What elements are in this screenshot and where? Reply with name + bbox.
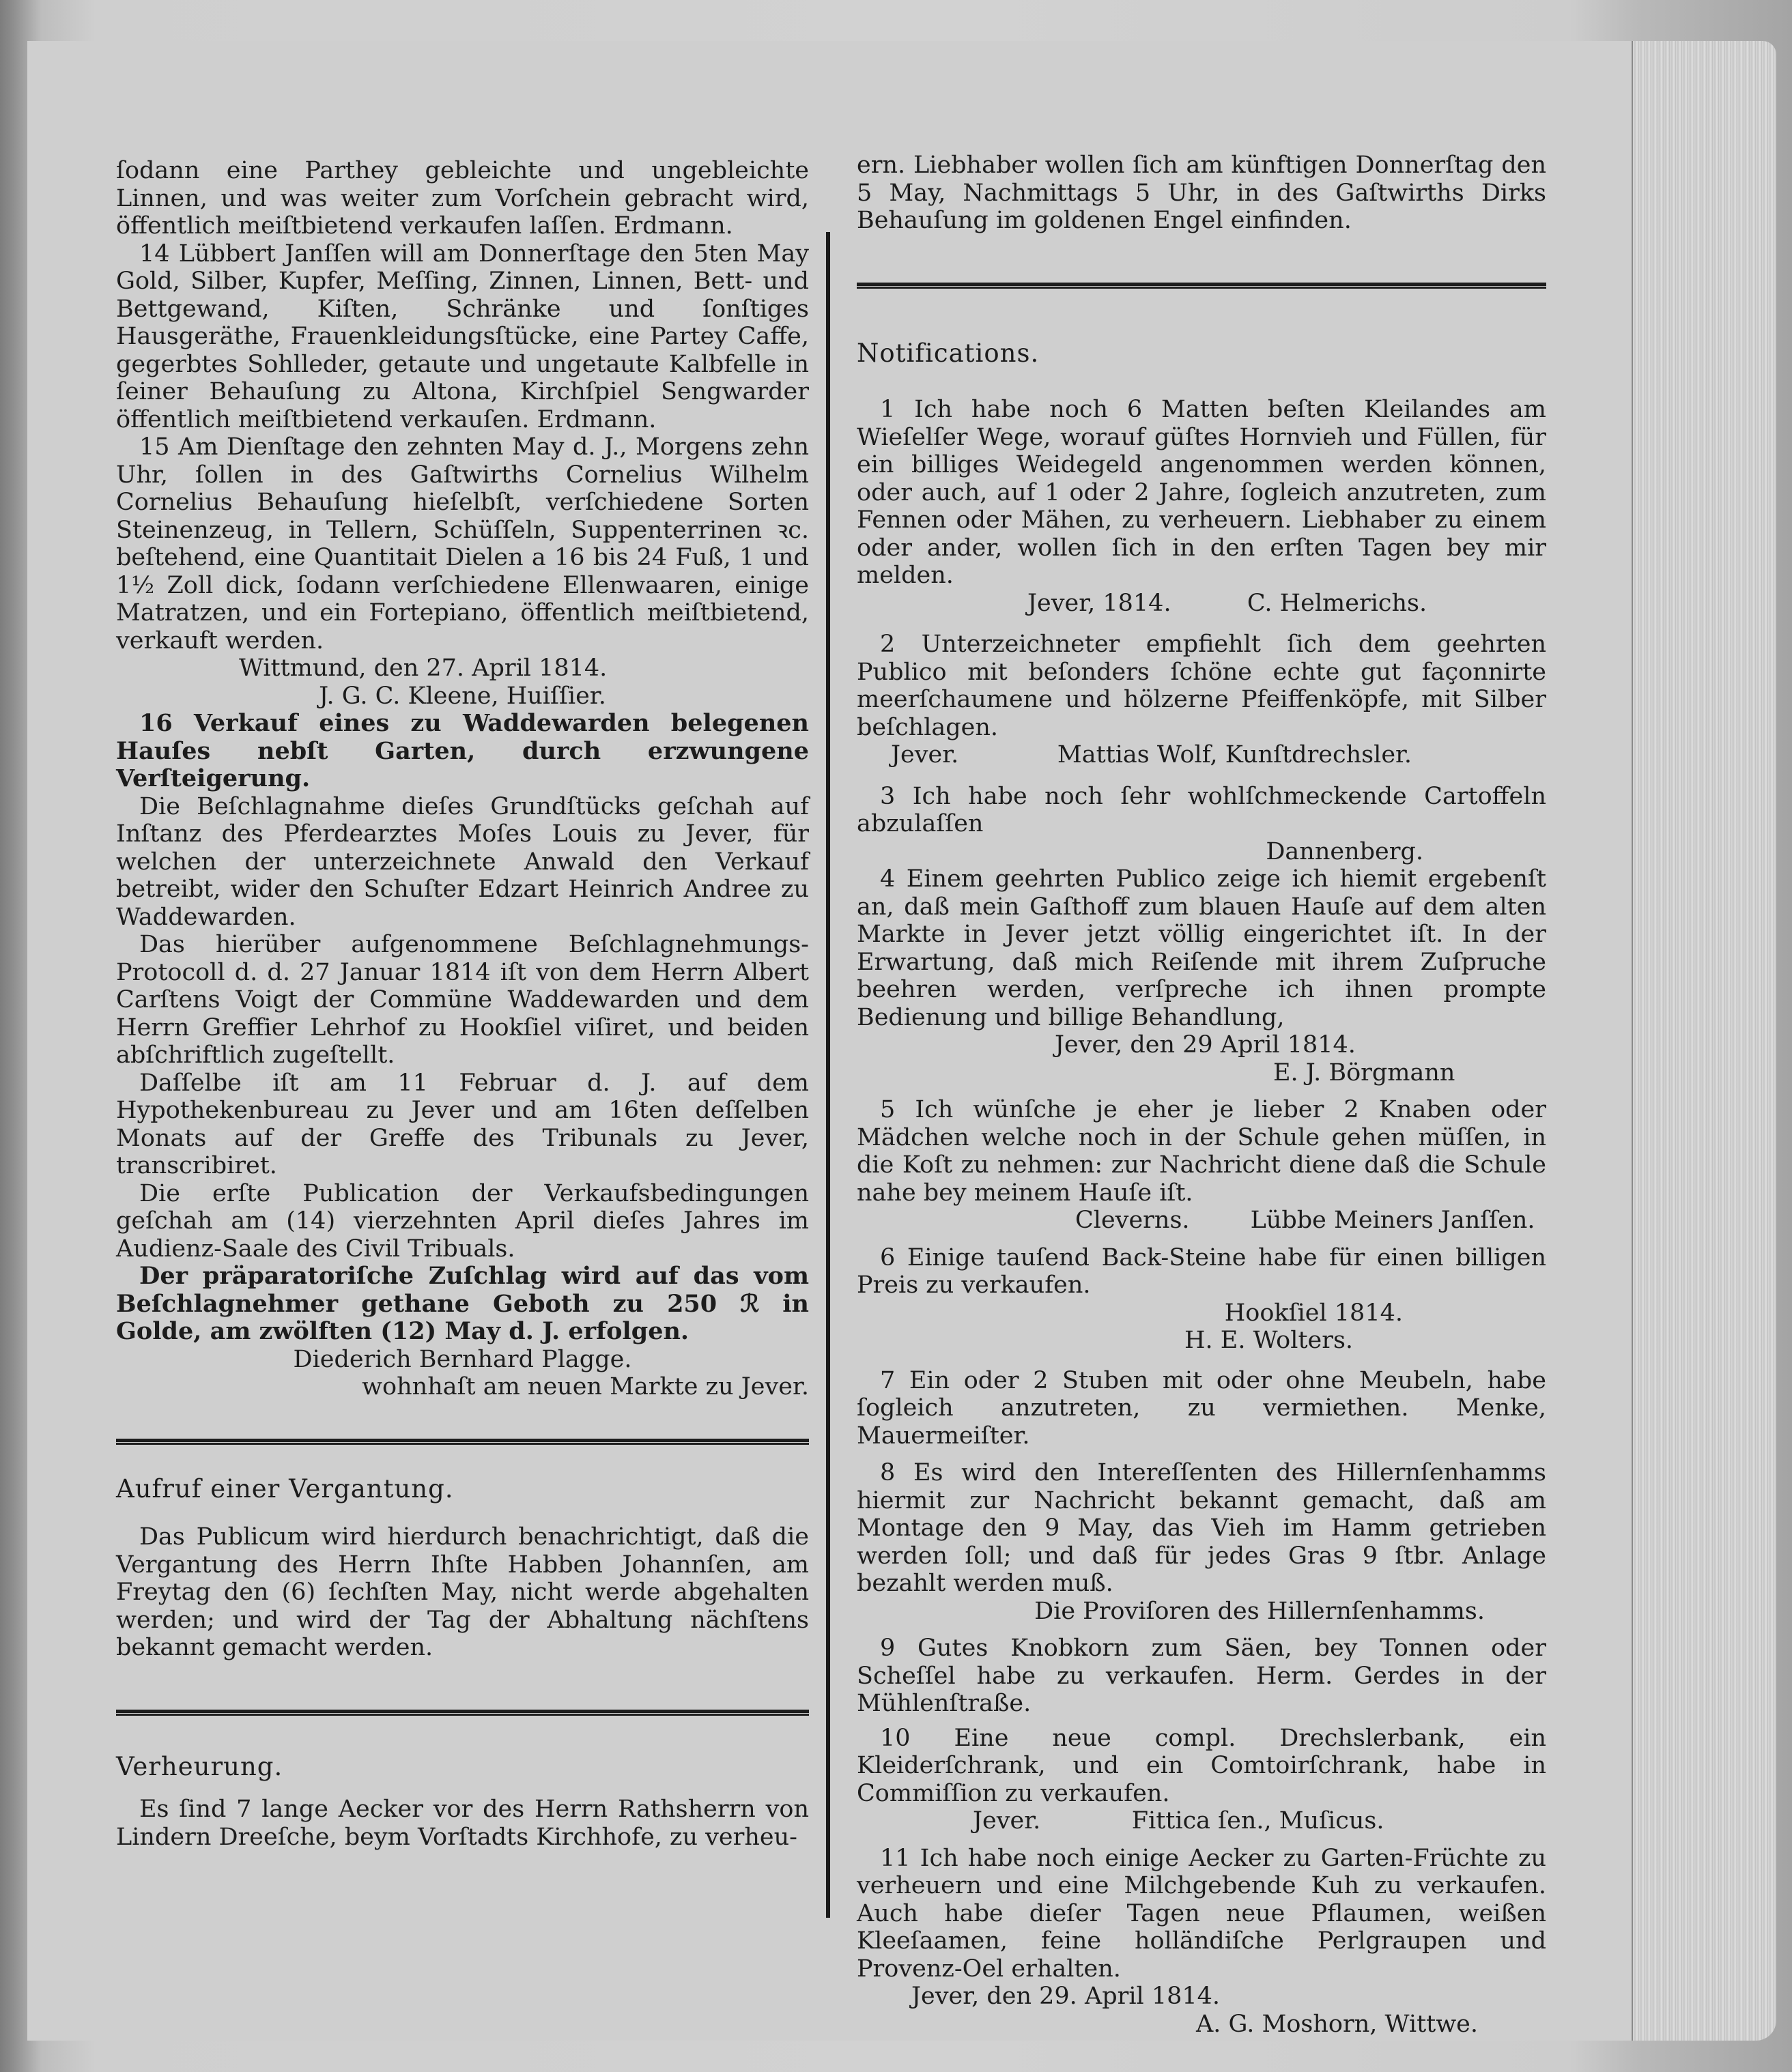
notice-16-para3: Daſſelbe iſt am 11 Februar d. J. auf dem Hypothekenbureau zu Jever und am 16ten deſſelben Monats auf der Greffe des Tribunals zu Jever, transcribiret. [116, 1069, 809, 1179]
aufruf-text: Das Publicum wird hierdurch benachrichtigt, daß die Vergantung des Herrn Ihſte Habben Johannſen, am Freytag den (6) ſechſten May, nicht werde abgehalten werden; und wird der Tag der Abhaltung nächſtens bekannt gemacht werden. [116, 1523, 809, 1661]
n5-place: Cleverns. [1075, 1207, 1190, 1234]
notification-11: 11 Ich habe noch einige Aecker zu Garten-Früchte zu verheuern und eine Milchgebende Kuh zu verkaufen. Auch habe dieſer Tagen neue Pflaumen, weißen Kleeſaamen, feine holländiſche Perlgraupen und Provenz-Oel erhalten. [857, 1844, 1546, 1983]
n10-place: Jever. [973, 1807, 1041, 1834]
notification-5: 5 Ich wünſche je eher je lieber 2 Knaben oder Mädchen welche noch in der Schule gehen müſſen, in die Koſt zu nehmen: zur Nachricht diene daß die Schule nahe bey meinem Hauſe iſt. [857, 1096, 1546, 1207]
notification-9: 9 Gutes Knobkorn zum Säen, bey Tonnen oder Scheſſel habe zu verkaufen. Herm. Gerdes in der Mühlenſtraße. [857, 1635, 1546, 1717]
notice-15-signature: J. G. C. Kleene, Huiſſier. [319, 682, 606, 710]
notice-16-para2: Das hierüber aufgenommene Beſchlagnehmungs-Protocoll d. d. 27 Januar 1814 iſt von dem Herrn Albert Carſtens Voigt der Commüne Waddewarden und dem Herrn Greffier Lehrhof zu Hookſiel viſiret, und beiden abſchriftlich zugeſtellt. [116, 931, 809, 1069]
notification-8: 8 Es wird den Intereſſenten des Hillernſenhamms hiermit zur Nachricht bekannt gemacht, daß am Montage den 9 May, das Vieh im Hamm getrieben werden ſoll; und daß für jedes Gras 9 ſtbr. Anlage bezahlt werden muß. [857, 1459, 1546, 1597]
n1-signature: C. Helmerichs. [1247, 589, 1427, 617]
notification-1: 1 Ich habe noch 6 Matten beſten Kleilandes am Wieſelſer Wege, worauf güſtes Hornvieh und Füllen, für ein billiges Weidegeld angenommen werden können, oder auch, auf 1 oder 2 Jahre, ſogleich anzutreten, zum Fennen oder Mähen, zu verheuern. Liebhaber zu einem oder ander, wollen ſich in den erſten Tagen bey mir melden. [857, 396, 1546, 589]
n6-signature: H. E. Wolters. [1184, 1327, 1354, 1354]
n4-place: Jever, den 29 April 1814. [1055, 1031, 1356, 1059]
erdmann-notice-continued: ſodann eine Parthey gebleichte und ungebleichte Linnen, und was weiter zum Vorſchein gebracht wird, öffentlich meiſtbietend verkaufen laſſen. Erdmann. [116, 157, 809, 240]
notification-2: 2 Unterzeichneter empfiehlt ſich dem geehrten Publico mit beſonders ſchöne echte gut façonnirte meerſchaumene und hölzerne Pfeiffenköpfe, mit Silber beſchlagen. [857, 631, 1546, 741]
n2-signature: Mattias Wolf, Kunſtdrechsler. [1057, 741, 1412, 768]
right-column [857, 152, 1546, 2038]
n6-place: Hookſiel 1814. [1224, 1299, 1403, 1327]
notifications-heading: Notifications. [857, 338, 1040, 368]
notification-5-sig-line [857, 1207, 1546, 1235]
notice-16-para4: Die erſte Publication der Verkaufsbedingungen geſchah am (14) vierzehnten April dieſes Jahres im Audienz-Saale des Civil Tribuals. [116, 1179, 809, 1263]
notice-16-para1: Die Beſchlagnahme dieſes Grundſtücks geſchah auf Inſtanz des Pferdearztes Moſes Louis zu Jever, für welchen der unterzeichnete Anwald den Verkauf betreibt, wider den Schuſter Edzart Heinrich Andree zu Waddewarden. [116, 792, 809, 931]
section-rule [857, 283, 1546, 289]
left-column [116, 157, 809, 1851]
notification-4: 4 Einem geehrten Publico zeige ich hiemit ergebenſt an, daß mein Gaſthoff zum blauen Hauſe auf dem alten Markte in Jever jetzt völlig eingerichtet iſt. In der Erwartung, daß mich Reiſende mit ihrem Zuſpruche beehren werden, verſpreche ich ihnen prompte Bedienung und billige Behandlung, [857, 865, 1546, 1031]
verheurung-heading: Verheurung. [116, 1751, 283, 1781]
n10-signature: Fittica ſen., Muſicus. [1131, 1807, 1384, 1834]
notification-1-place [857, 590, 1546, 618]
notification-10-sig-line [857, 1807, 1546, 1835]
notice-16-address: wohnhaſt am neuen Markte zu Jever. [362, 1373, 809, 1400]
n5-signature: Lübbe Meiners Janſſen. [1250, 1207, 1535, 1234]
n4-signature: E. J. Börgmann [1273, 1059, 1455, 1087]
section-rule [116, 1439, 809, 1445]
notice-16-title: 16 Verkauf eines zu Waddewarden belegenen Hauſes nebſt Garten, durch erzwungene Verſteigerung. [116, 709, 809, 792]
n8-signature: Die Proviſoren des Hillernſenhamms. [1034, 1597, 1485, 1625]
page-stack-edge [1632, 41, 1776, 2041]
n11-place: Jever, den 29. April 1814. [911, 1983, 1221, 2010]
notice-15: 15 Am Dienſtage den zehnten May d. J., Morgens zehn Uhr, ſollen in des Gaſtwirths Cornelius Wilhelm Cornelius Behauſung hieſelbſt, verſchiedene Sorten Steinenzeug, in Tellern, Schüſſeln, Suppenterrinen ꝛc. beſtehend, eine Quantitait Dielen a 16 bis 24 Fuß, 1 und 1½ Zoll dick, ſodann verſchiedene Ellenwaaren, einige Matratzen, und ein Fortepiano, öffentlich meiſtbietend, verkauft werden. [116, 433, 809, 654]
verheurung-continued: ern. Liebhaber wollen ſich am künftigen Donnerſtag den 5 May, Nachmittags 5 Uhr, in des Gaſtwirths Dirks Behauſung im goldenen Engel einfinden. [857, 152, 1546, 234]
notification-10: 10 Eine neue compl. Drechslerbank, ein Kleiderſchrank, und ein Comtoirſchrank, habe in Commiſſion zu verkaufen. [857, 1724, 1546, 1807]
newspaper-page [27, 41, 1632, 2041]
verheurung-text: Es ſind 7 lange Aecker vor des Herrn Rathsherrn von Lindern Dreeſche, beym Vorſtadts Kirchhofe, zu verheu- [116, 1796, 809, 1851]
aufruf-heading: Aufruf einer Vergantung. [116, 1473, 454, 1503]
notification-2-sig-line [857, 741, 1546, 769]
n1-place: Jever, 1814. [1027, 589, 1171, 617]
section-rule [116, 1710, 809, 1716]
n11-signature: A. G. Moshorn, Wittwe. [1196, 2010, 1478, 2038]
n2-place: Jever. [891, 741, 959, 768]
notification-7: 7 Ein oder 2 Stuben mit oder ohne Meubeln, habe ſogleich anzutreten, zu vermiethen. Menke, Mauermeiſter. [857, 1366, 1546, 1450]
notice-16-signature: Diederich Bernhard Plagge. [293, 1345, 632, 1373]
notice-16-para5: Der präparatoriſche Zuſchlag wird auf das vom Beſchlagnehmer gethane Geboth zu 250 ℛ in Golde, am zwölften (12) May d. J. erfolgen. [116, 1262, 809, 1345]
notification-3: 3 Ich habe noch ſehr wohlſchmeckende Cartoffeln abzulaſſen [857, 782, 1546, 837]
notification-6: 6 Einige tauſend Back-Steine habe für einen billigen Preis zu verkaufen. [857, 1243, 1546, 1299]
notice-14: 14 Lübbert Janſſen will am Donnerſtage den 5ten May Gold, Silber, Kupfer, Meſſing, Zinnen, Linnen, Bett- und Bettgewand, Kiſten, Schränke und ſonſtiges Hausgeräthe, Frauenkleidungsſtücke, eine Partey Caffe, gegerbtes Sohlleder, getaute und ungetaute Kalbfelle in ſeiner Behauſung zu Altona, Kirchſpiel Sengwarder öffentlich meiſtbietend verkauſen. Erdmann. [116, 240, 809, 433]
notice-15-place: Wittmund, den 27. April 1814. [239, 654, 608, 682]
n3-signature: Dannenberg. [1266, 837, 1423, 865]
column-divider [826, 232, 830, 1918]
